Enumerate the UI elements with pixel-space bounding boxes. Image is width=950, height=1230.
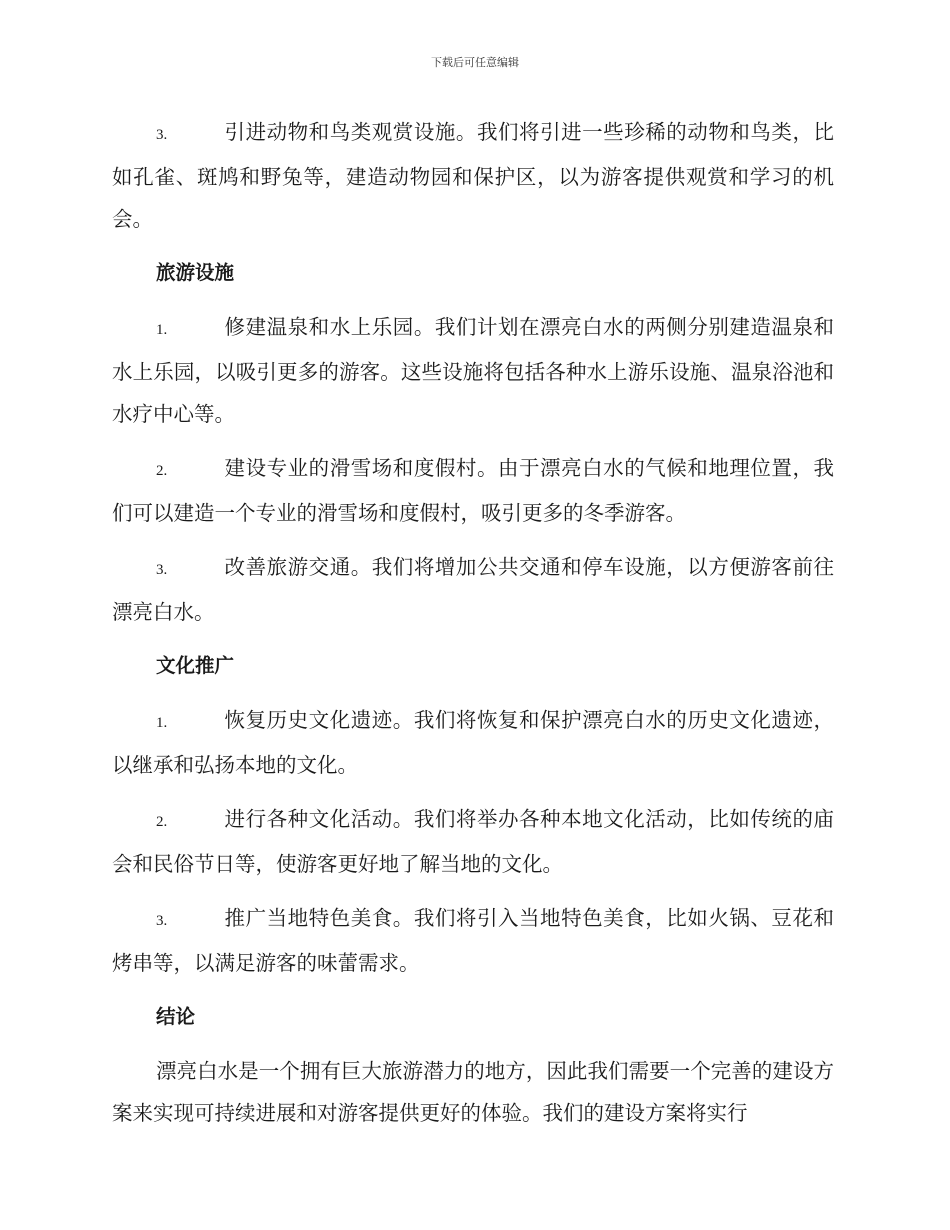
list-item-text: 改善旅游交通。我们将增加公共交通和停车设施，以方便游客前往漂亮白水。 bbox=[112, 555, 834, 624]
list-item bbox=[112, 306, 834, 435]
list-item bbox=[112, 699, 834, 786]
list-item-text: 恢复历史文化遗迹。我们将恢复和保护漂亮白水的历史文化遗迹，以继承和弘扬本地的文化。 bbox=[112, 708, 834, 777]
document-body bbox=[112, 111, 834, 1134]
list-item-text: 修建温泉和水上乐园。我们计划在漂亮白水的两侧分别建造温泉和水上乐园，以吸引更多的游客。这些设施将包括各种水上游乐设施、温泉浴池和水疗中心等。 bbox=[112, 315, 834, 426]
list-item-text: 进行各种文化活动。我们将举办各种本地文化活动，比如传统的庙会和民俗节日等，使游客更好地了解当地的文化。 bbox=[112, 807, 834, 876]
list-item bbox=[112, 546, 834, 633]
conclusion-paragraph: 漂亮白水是一个拥有巨大旅游潜力的地方，因此我们需要一个完善的建设方案来实现可持续进展和对游客提供更好的体验。我们的建设方案将实行 bbox=[112, 1059, 834, 1125]
list-item bbox=[112, 798, 834, 885]
list-number: 2. bbox=[156, 463, 168, 479]
list-number: 3. bbox=[156, 562, 168, 578]
list-number: 1. bbox=[156, 715, 168, 731]
section-heading-culture: 文化推广 bbox=[156, 654, 235, 677]
list-item bbox=[112, 447, 834, 534]
list-item-text: 引进动物和鸟类观赏设施。我们将引进一些珍稀的动物和鸟类，比如孔雀、斑鸠和野兔等，建造动物园和保护区，以为游客提供观赏和学习的机会。 bbox=[112, 120, 834, 231]
page-header-note: 下载后可任意编辑 bbox=[431, 56, 519, 69]
list-item-text: 建设专业的滑雪场和度假村。由于漂亮白水的气候和地理位置，我们可以建造一个专业的滑雪场和度假村，吸引更多的冬季游客。 bbox=[112, 456, 834, 525]
list-number: 2. bbox=[156, 814, 168, 830]
list-item-text: 推广当地特色美食。我们将引入当地特色美食，比如火锅、豆花和烤串等，以满足游客的味蕾需求。 bbox=[112, 906, 834, 975]
list-item bbox=[112, 111, 834, 240]
section-heading-tourism: 旅游设施 bbox=[156, 261, 235, 284]
section-heading-conclusion: 结论 bbox=[156, 1005, 196, 1028]
list-number: 3. bbox=[156, 127, 168, 143]
list-number: 3. bbox=[156, 913, 168, 929]
list-number: 1. bbox=[156, 322, 168, 338]
list-item bbox=[112, 897, 834, 984]
